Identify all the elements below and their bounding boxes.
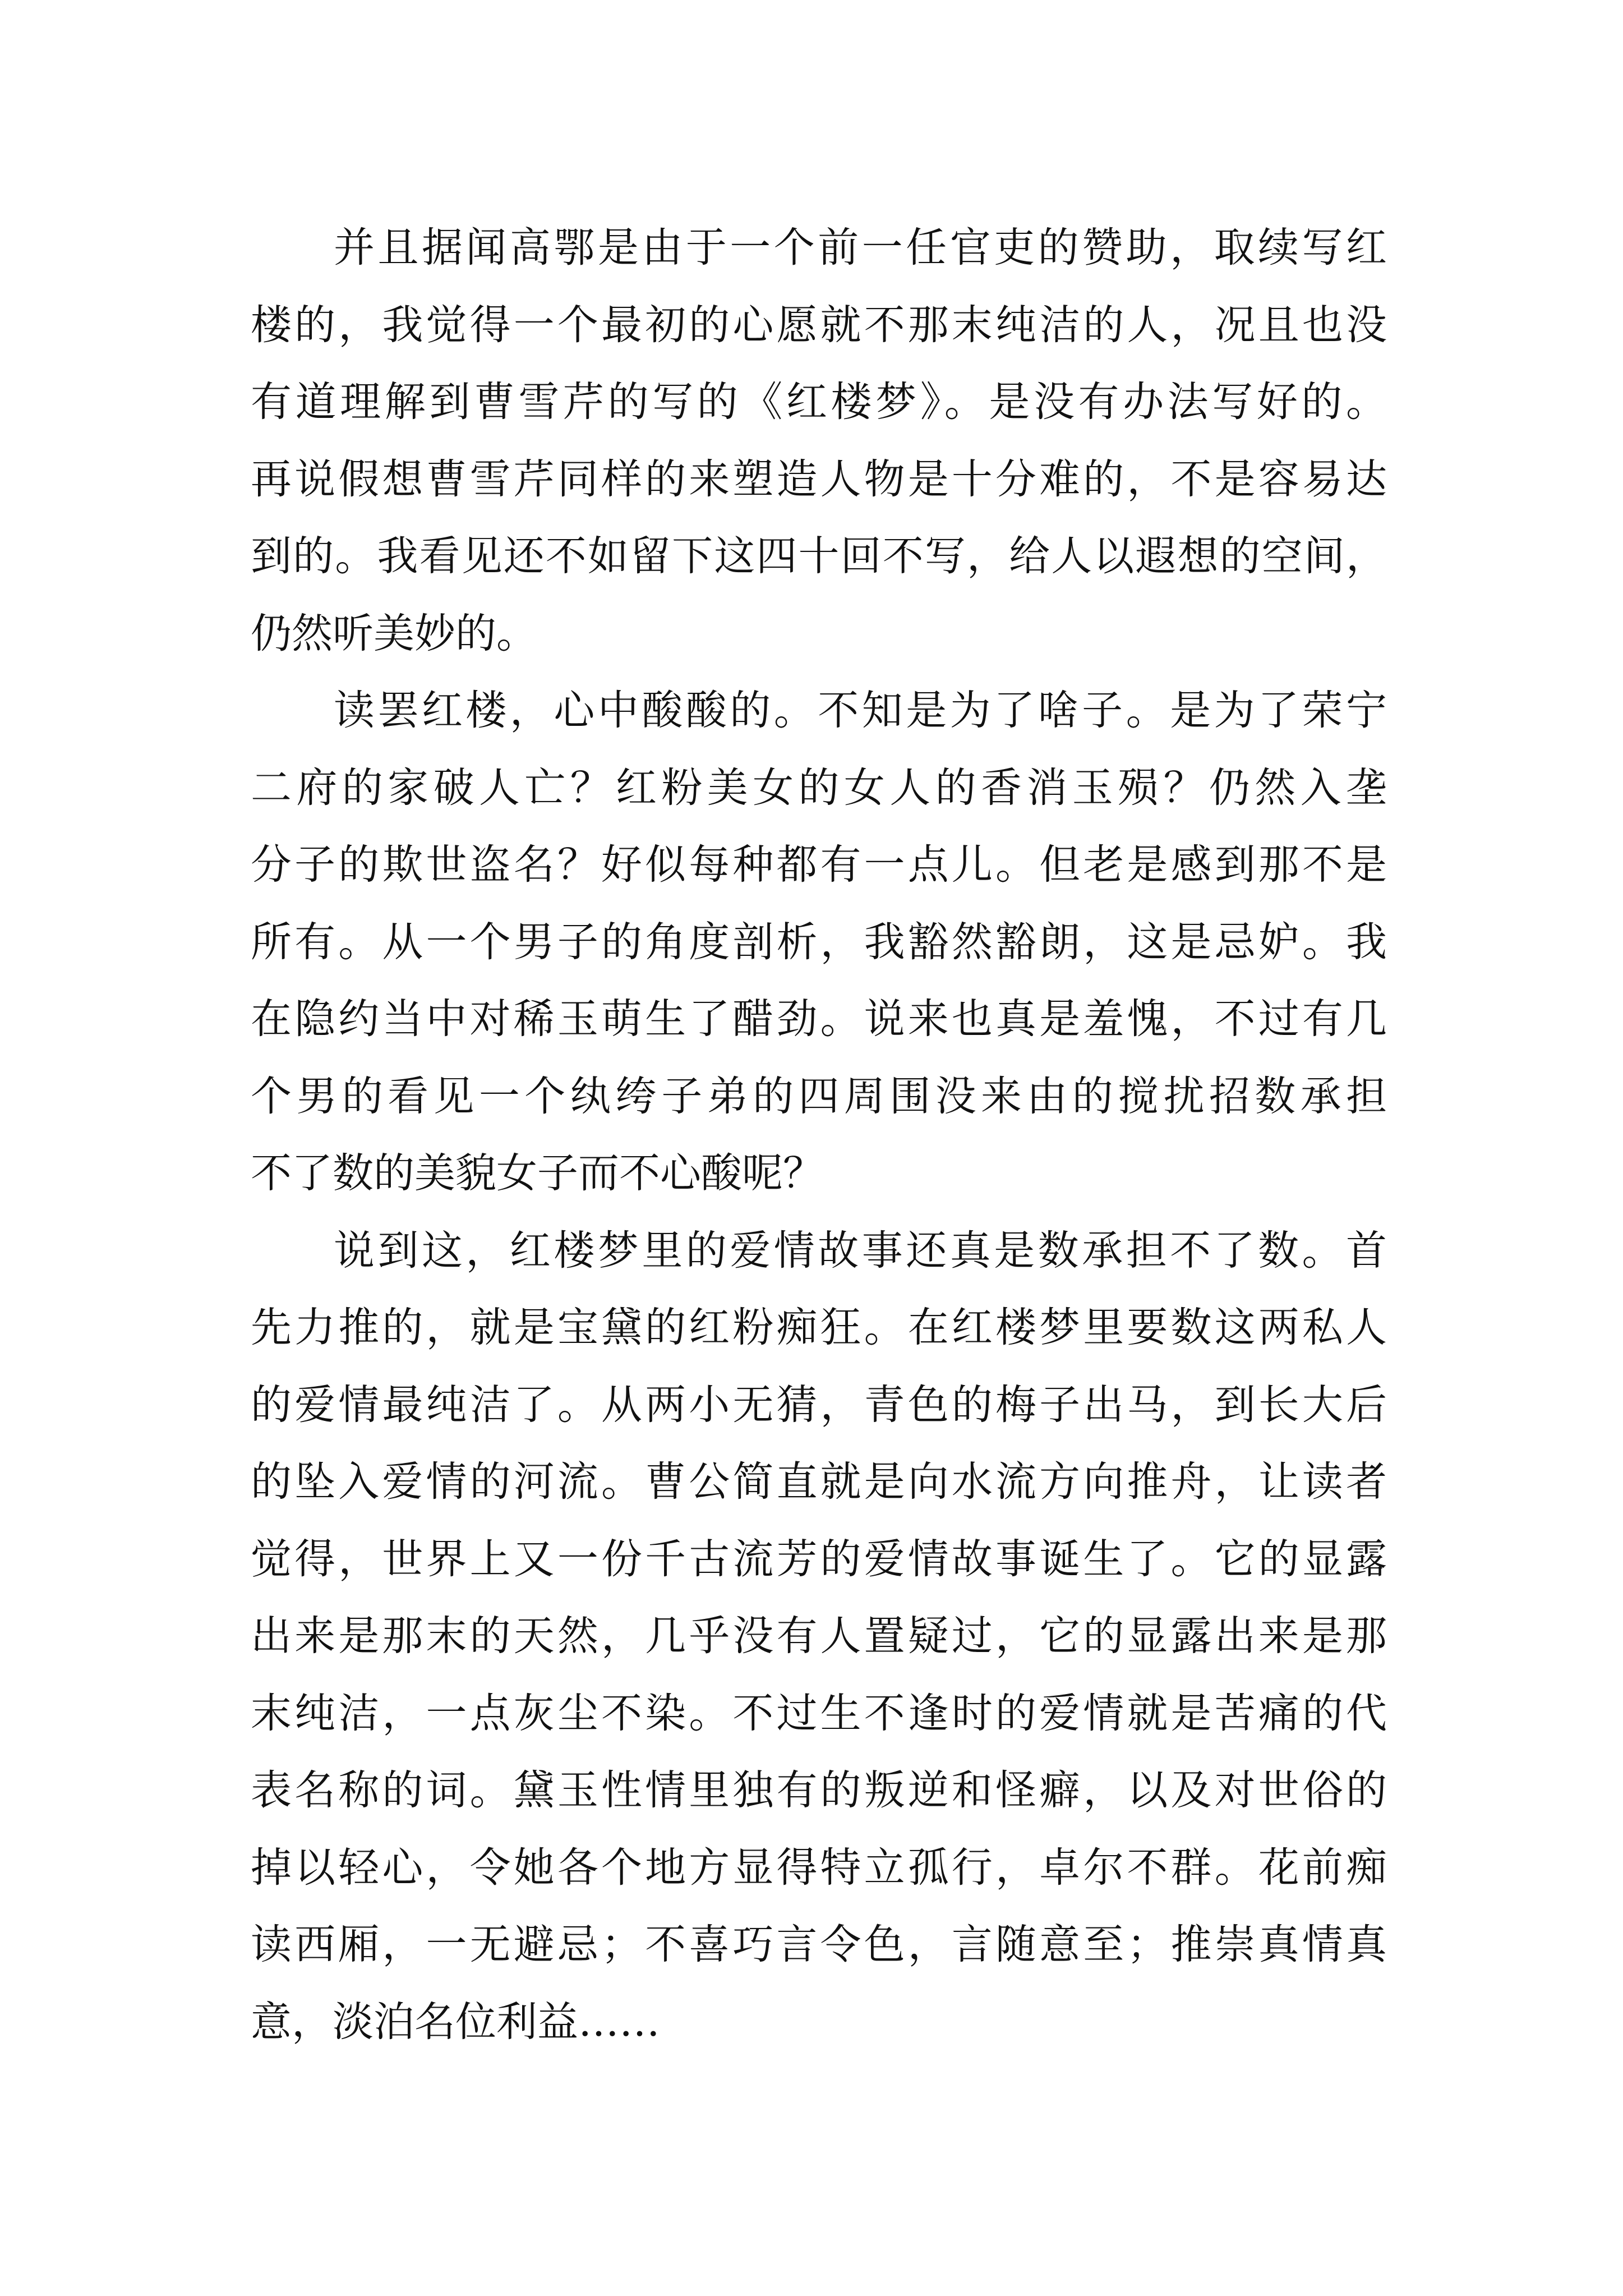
text-line: 并且据闻高鄂是由于一个前一任官吏的赞助，取续写红 <box>334 224 1387 272</box>
text-line: 二府的家破人亡？红粉美女的女人的香消玉殒？仍然入垄 <box>251 763 1387 812</box>
text-line: 出来是那末的天然，几乎没有人置疑过，它的显露出来是那 <box>251 1612 1387 1660</box>
text-line: 再说假想曹雪芹同样的来塑造人物是十分难的，不是容易达 <box>251 455 1387 503</box>
text-line: 个男的看见一个纨绔子弟的四周围没来由的搅扰招数承担 <box>251 1072 1387 1120</box>
text-line: 读罢红楼，心中酸酸的。不知是为了啥子。是为了荣宁 <box>334 687 1387 734</box>
text-line: 分子的欺世盗名？好似每种都有一点儿。但老是感到那不是 <box>251 841 1387 889</box>
text-line: 的坠入爱情的河流。曹公简直就是向水流方向推舟，让读者 <box>251 1458 1387 1506</box>
paragraph-3 <box>251 1212 1387 2061</box>
paragraph-1 <box>251 209 1387 672</box>
text-line: 楼的，我觉得一个最初的心愿就不那末纯洁的人，况且也没 <box>251 301 1387 349</box>
text-line: 表名称的词。黛玉性情里独有的叛逆和怪癖，以及对世俗的 <box>251 1766 1387 1814</box>
paragraph-2 <box>251 672 1387 1212</box>
document-body <box>251 209 1387 2060</box>
text-line: 到的。我看见还不如留下这四十回不写，给人以遐想的空间， <box>251 532 1387 580</box>
text-line: 所有。从一个男子的角度剖析，我豁然豁朗，这是忌妒。我 <box>251 918 1387 966</box>
text-line: 先力推的，就是宝黛的红粉痴狂。在红楼梦里要数这两私人 <box>251 1304 1387 1351</box>
text-line: 掉以轻心，令她各个地方显得特立孤行，卓尔不群。花前痴 <box>251 1843 1387 1892</box>
text-line: 意，淡泊名位利益…… <box>251 1998 660 2046</box>
text-line: 在隐约当中对稀玉萌生了醋劲。说来也真是羞愧，不过有几 <box>251 995 1387 1043</box>
text-line: 说到这，红楼梦里的爱情故事还真是数承担不了数。首 <box>334 1226 1387 1274</box>
text-line: 末纯洁，一点灰尘不染。不过生不逢时的爱情就是苦痛的代 <box>251 1689 1387 1737</box>
text-line: 仍然听美妙的。 <box>251 609 537 657</box>
text-line: 觉得，世界上又一份千古流芳的爱情故事诞生了。它的显露 <box>251 1535 1387 1583</box>
text-line: 有道理解到曹雪芹的写的《红楼梦》。是没有办法写好的。 <box>251 378 1387 426</box>
text-line: 的爱情最纯洁了。从两小无猜，青色的梅子出马，到长大后 <box>251 1381 1387 1429</box>
text-line: 不了数的美貌女子而不心酸呢？ <box>251 1149 824 1197</box>
text-line: 读西厢，一无避忌；不喜巧言令色，言随意至；推崇真情真 <box>251 1921 1387 1968</box>
